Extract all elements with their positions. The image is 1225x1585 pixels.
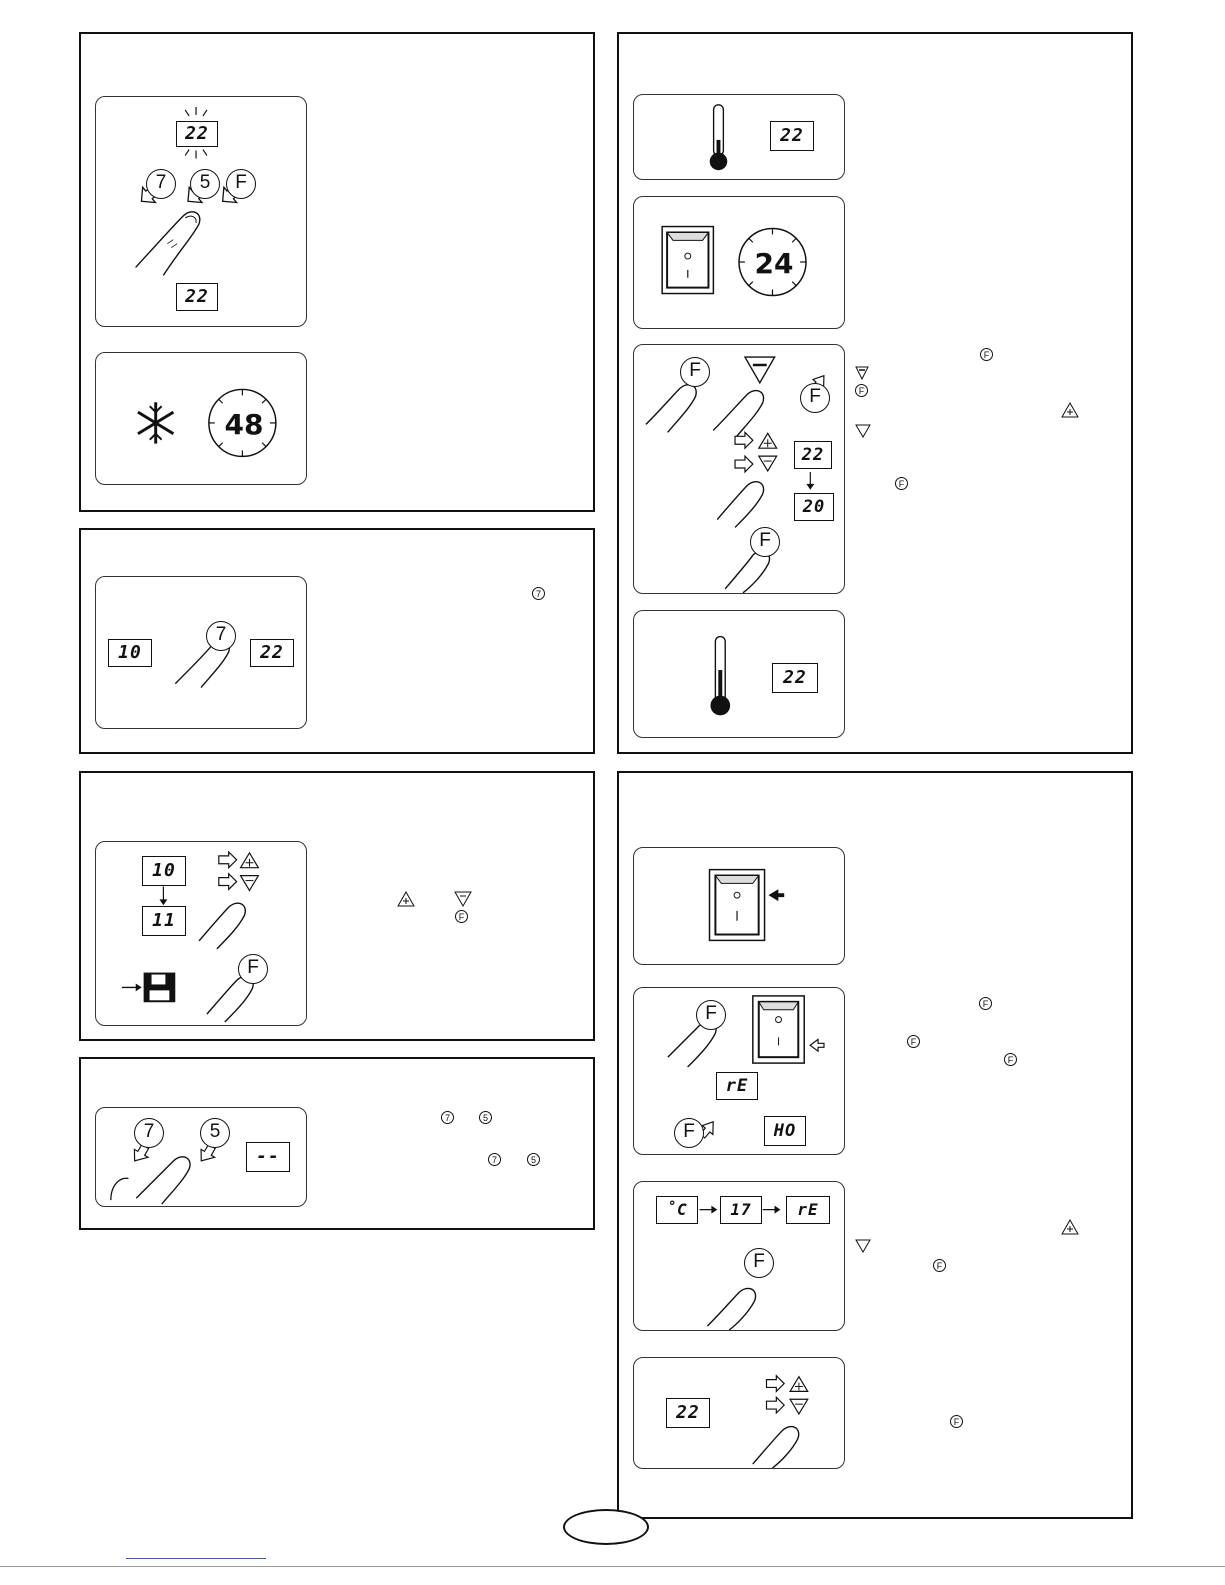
button-f[interactable]: F: [680, 357, 710, 387]
f-button-symbol: F: [950, 1415, 963, 1428]
power-switch-icon: [662, 227, 713, 294]
display-22: 22: [250, 639, 294, 667]
panel-thermometer: [633, 94, 845, 180]
display-10: 10: [108, 639, 152, 667]
f-button-symbol: F: [933, 1259, 946, 1272]
section-adjust-value: [79, 771, 595, 1041]
minus-button-icon: [855, 366, 869, 380]
panel-switch-24h: [633, 196, 845, 329]
blinking-display: 22: [176, 121, 218, 147]
display-ho: HO: [764, 1116, 806, 1146]
display-22: 22: [770, 121, 814, 151]
display-20: 20: [794, 493, 834, 521]
display-22: 22: [794, 441, 832, 469]
button-5[interactable]: 5: [190, 169, 220, 199]
f-button-symbol: F: [980, 348, 993, 361]
plus-button-icon: [397, 891, 415, 907]
button-f[interactable]: F: [226, 169, 256, 199]
button-f[interactable]: F: [800, 383, 830, 413]
plus-button-icon: [1061, 402, 1079, 418]
panel-press-7-and-5: [95, 1107, 307, 1207]
panel-thermometer-result: [633, 610, 845, 738]
section-temperature-setting: [617, 32, 1133, 754]
button-7[interactable]: 7: [146, 169, 176, 199]
panel-adjust-save: [95, 841, 307, 1026]
display-10: 10: [142, 856, 186, 886]
section-reset-7-5: [79, 1057, 595, 1230]
button-5[interactable]: 5: [200, 1118, 230, 1148]
display-17: 17: [720, 1196, 762, 1224]
button-f[interactable]: F: [750, 527, 780, 557]
button-f[interactable]: F: [238, 954, 268, 984]
panel-power-switch: [633, 847, 845, 965]
button-f[interactable]: F: [674, 1118, 704, 1148]
button-7[interactable]: 7: [206, 621, 236, 651]
minus-button-icon: [855, 424, 871, 438]
footer-rule: [0, 1566, 1225, 1567]
snowflake-icon: [138, 402, 173, 443]
display-22: 22: [666, 1398, 710, 1428]
display-dashes: --: [246, 1142, 290, 1172]
button-f[interactable]: F: [744, 1248, 774, 1278]
button-f[interactable]: F: [696, 1000, 726, 1030]
display-degree-c: ˚C: [656, 1196, 698, 1224]
power-switch-icon: [753, 996, 804, 1063]
panel-reset-sequence: [633, 987, 845, 1155]
clock-hours-label: 48: [224, 408, 264, 441]
button-5-symbol: 5: [479, 1111, 492, 1124]
page-number-oval: [563, 1509, 649, 1545]
display-re: rE: [786, 1196, 830, 1224]
panel-freeze-48h: [95, 352, 307, 485]
section-display-setup: [79, 32, 595, 512]
button-5-symbol: 5: [527, 1153, 540, 1166]
button-7-symbol: 7: [441, 1111, 454, 1124]
panel-final-adjust: [633, 1357, 845, 1469]
f-button-symbol: F: [907, 1035, 920, 1048]
f-button-symbol: F: [455, 910, 468, 923]
f-button-symbol: F: [855, 384, 868, 397]
panel-reset-confirm: [633, 1181, 845, 1331]
button-7[interactable]: 7: [134, 1118, 164, 1148]
button-7-symbol: 7: [488, 1153, 501, 1166]
f-button-symbol: F: [979, 997, 992, 1010]
minus-button-icon: [454, 891, 472, 907]
display-result: 22: [176, 283, 218, 311]
panel-set-temperature: [633, 344, 845, 594]
f-button-symbol: F: [895, 477, 908, 490]
section-button-7: [79, 528, 595, 754]
display-11: 11: [142, 906, 186, 936]
power-switch-icon: [634, 848, 844, 964]
panel-key-combination: [95, 96, 307, 327]
button-7-symbol: 7: [532, 587, 545, 600]
plus-button-icon: [1061, 1219, 1079, 1235]
save-floppy-icon: [122, 973, 175, 1003]
f-button-symbol: F: [1004, 1053, 1017, 1066]
display-22: 22: [772, 663, 818, 693]
minus-button-icon: [855, 1239, 871, 1253]
section-reset-settings: [617, 771, 1133, 1519]
panel-press-7: [95, 576, 307, 729]
clock-hours-label: 24: [754, 247, 794, 280]
display-re: rE: [716, 1072, 758, 1100]
footer-link-underline[interactable]: [126, 1558, 266, 1559]
